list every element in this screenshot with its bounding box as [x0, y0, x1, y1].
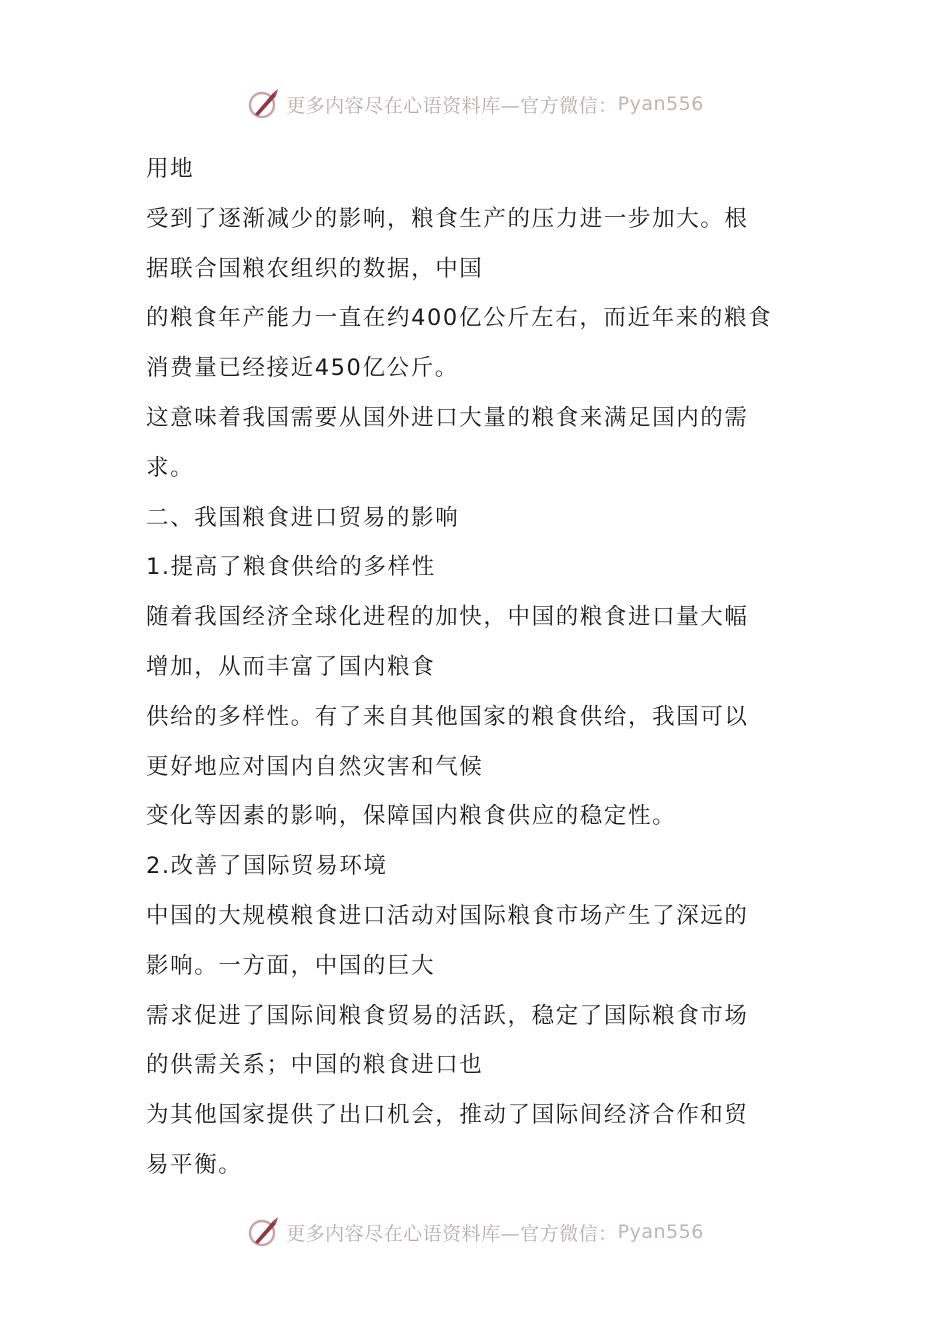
text-line: 为其他国家提供了出口机会，推动了国际间经济合作和贸 — [146, 1102, 749, 1129]
text-line: 易平衡。 — [146, 1151, 243, 1178]
quill-pen-circle-icon — [246, 87, 280, 121]
subsection-heading: 2.改善了国际贸易环境 — [146, 853, 388, 880]
text-line: 的粮食年产能力一直在约400亿公斤左右，而近年来的粮食 — [146, 305, 773, 332]
text-line: 变化等因素的影响，保障国内粮食供应的稳定性。 — [146, 803, 677, 830]
watermark-text: 更多内容尽在心语资料库—官方微信： — [286, 94, 618, 117]
document-body — [146, 145, 811, 1191]
watermark-text: 更多内容尽在心语资料库—官方微信： — [286, 1222, 618, 1245]
text-line: 中国的大规模粮食进口活动对国际粮食市场产生了深远的 — [146, 902, 749, 929]
quill-pen-circle-icon — [246, 1215, 280, 1249]
text-line: 求。 — [146, 454, 195, 481]
text-line: 需求促进了国际间粮食贸易的活跃，稳定了国际粮食市场 — [146, 1002, 749, 1029]
watermark-wechat-id: Pyan556 — [617, 1221, 704, 1243]
text-line: 这意味着我国需要从国外进口大量的粮食来满足国内的需 — [146, 404, 749, 431]
watermark-header — [0, 84, 950, 124]
subsection-heading: 1.提高了粮食供给的多样性 — [146, 554, 436, 581]
text-line: 据联合国粮农组织的数据，中国 — [146, 255, 484, 282]
section-heading: 二、我国粮食进口贸易的影响 — [146, 504, 460, 531]
text-line: 的供需关系；中国的粮食进口也 — [146, 1052, 484, 1079]
text-line: 用地 — [146, 156, 195, 182]
text-line: 受到了逐渐减少的影响，粮食生产的压力进一步加大。根 — [146, 205, 749, 232]
text-line: 影响。一方面，中国的巨大 — [146, 952, 436, 979]
text-line: 更好地应对国内自然灾害和气候 — [146, 753, 484, 780]
text-line: 供给的多样性。有了来自其他国家的粮食供给，我国可以 — [146, 703, 749, 730]
watermark-wechat-id: Pyan556 — [617, 93, 704, 115]
text-line: 消费量已经接近450亿公斤。 — [146, 355, 459, 382]
text-line: 随着我国经济全球化进程的加快，中国的粮食进口量大幅 — [146, 604, 749, 631]
text-line: 增加，从而丰富了国内粮食 — [146, 653, 436, 680]
watermark-footer — [0, 1212, 950, 1252]
